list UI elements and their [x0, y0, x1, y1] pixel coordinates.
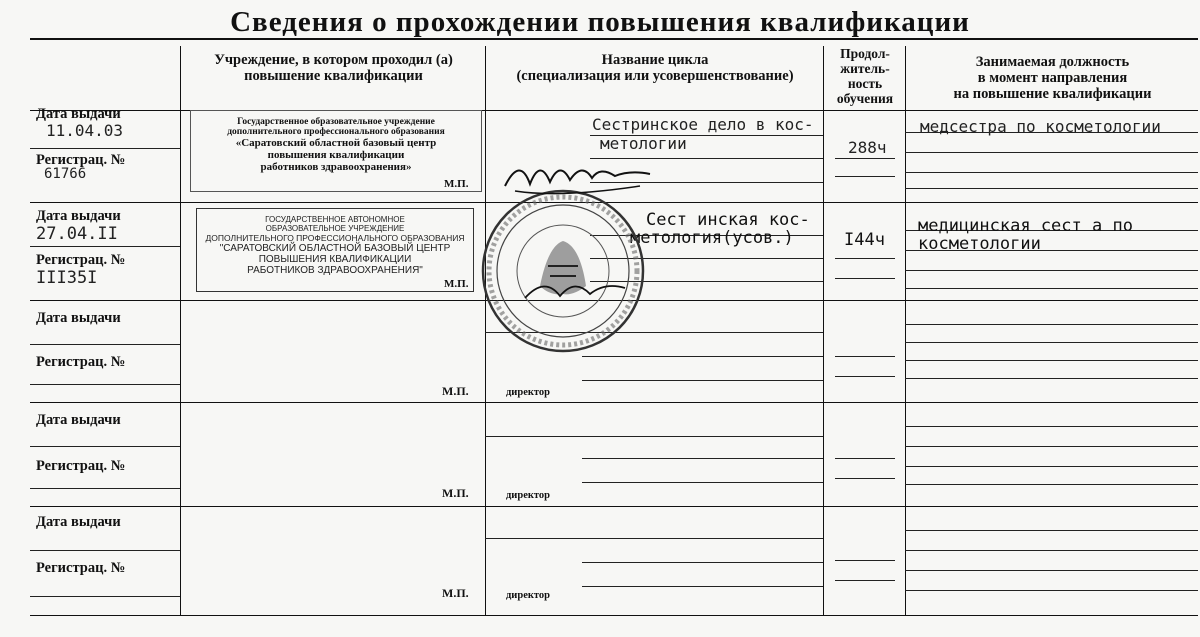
col-divider-1 [180, 46, 181, 616]
qualification-table [30, 38, 1198, 616]
cycle-line [582, 482, 823, 483]
director-label: директор [506, 490, 551, 501]
label-line [30, 488, 180, 489]
reg-number-label: Регистрац. № [36, 252, 126, 268]
cycle-line [582, 458, 823, 459]
stamp-line: дополнительного профессионального образования [227, 127, 445, 137]
institution-stamp [190, 110, 482, 192]
stamp-line: «Саратовский областной базовый центр [235, 137, 437, 149]
stamp-line: "САРАТОВСКИЙ ОБЛАСТНОЙ БАЗОВЫЙ ЦЕНТР [219, 243, 451, 254]
issue-date-label: Дата выдачи [36, 310, 121, 326]
reg-number-value: III35I [36, 268, 98, 288]
cycle-name-line2: метология(усов.) [630, 228, 794, 248]
duration-line [835, 458, 895, 459]
position-line [905, 484, 1198, 485]
duration-line [835, 356, 895, 357]
position-value-line1: медицинская сест а по [918, 216, 1133, 236]
stamp-line: ОБРАЗОВАТЕЛЬНОЕ УЧРЕЖДЕНИЕ [265, 224, 405, 233]
position-line [905, 270, 1198, 271]
cycle-name-line2: метологии [600, 134, 687, 153]
label-line [30, 384, 180, 385]
position-line [905, 152, 1198, 153]
seal-place-label: М.П. [444, 278, 469, 290]
duration-line [835, 580, 895, 581]
issue-date-label: Дата выдачи [36, 412, 121, 428]
director-label: директор [506, 590, 551, 601]
duration-line [835, 478, 895, 479]
cycle-line [485, 436, 823, 437]
label-line [30, 148, 180, 149]
seal-place-label: М.П. [442, 384, 469, 398]
position-value-line1: медсестра по косметологии [920, 117, 1161, 136]
label-line [30, 246, 180, 247]
institution-stamp [196, 208, 474, 292]
label-line [30, 550, 180, 551]
cycle-line [582, 562, 823, 563]
header-cycle: Название цикла (специализация или усовершенствование) [516, 52, 794, 84]
position-line [905, 446, 1198, 447]
reg-number-label: Регистрац. № [36, 152, 126, 168]
cycle-line [582, 380, 823, 381]
label-line [30, 446, 180, 447]
cycle-line [582, 586, 823, 587]
duration-value: I44ч [844, 230, 885, 250]
stamp-line: работников здравоохранения» [260, 161, 412, 173]
page-title: Сведения о прохождении повышения квалификации [230, 6, 970, 38]
position-line [905, 378, 1198, 379]
seal-place-label: М.П. [444, 178, 469, 190]
position-line [905, 324, 1198, 325]
duration-line [835, 258, 895, 259]
reg-number-value: 61766 [44, 166, 87, 182]
seal-place-label: М.П. [442, 486, 469, 500]
stamp-line: Государственное образовательное учреждение [237, 117, 435, 127]
seal-place-label: М.П. [442, 586, 469, 600]
row-separator-4 [30, 506, 1198, 507]
position-line [905, 360, 1198, 361]
cycle-line [582, 356, 823, 357]
position-line [905, 426, 1198, 427]
label-line [30, 596, 180, 597]
director-signature [520, 268, 630, 308]
stamp-line: ДОПОЛНИТЕЛЬНОГО ПРОФЕССИОНАЛЬНОГО ОБРАЗОВАНИЯ [205, 233, 465, 243]
director-signature [500, 146, 660, 206]
header-duration: Продол- житель- ность обучения [836, 46, 894, 106]
position-line [905, 342, 1198, 343]
position-line [905, 466, 1198, 467]
reg-number-label: Регистрац. № [36, 560, 126, 576]
stamp-line: повышения квалификации [267, 149, 405, 161]
duration-value: 288ч [848, 138, 887, 157]
position-line [905, 570, 1198, 571]
position-line [905, 550, 1198, 551]
duration-line [835, 376, 895, 377]
cycle-line [485, 538, 823, 539]
reg-number-label: Регистрац. № [36, 458, 126, 474]
header-institution: Учреждение, в котором проходил (а) повышение квалификации [214, 52, 453, 84]
header-position: Занимаемая должность в момент направления на повышение квалификации [953, 54, 1152, 102]
table-bottom-border [30, 615, 1198, 616]
position-line [905, 530, 1198, 531]
table-top-border [30, 38, 1198, 40]
position-line [905, 188, 1198, 189]
label-line [30, 344, 180, 345]
duration-line [835, 158, 895, 159]
position-line [905, 288, 1198, 289]
position-line [905, 590, 1198, 591]
duration-line [835, 278, 895, 279]
duration-line [835, 560, 895, 561]
stamp-line: ПОВЫШЕНИЯ КВАЛИФИКАЦИИ [258, 254, 412, 265]
stamp-line: ГОСУДАРСТВЕННОЕ АВТОНОМНОЕ [265, 215, 405, 224]
cycle-name-line1: Сест инская кос- [646, 210, 810, 230]
col-divider-3 [823, 46, 824, 616]
row-separator-3 [30, 402, 1198, 403]
duration-line [835, 176, 895, 177]
stamp-line: РАБОТНИКОВ ЗДРАВООХРАНЕНИЯ" [247, 265, 423, 276]
issue-date-label: Дата выдачи [36, 208, 121, 224]
issue-date-value: 27.04.II [36, 224, 118, 244]
position-line [905, 172, 1198, 173]
issue-date-label: Дата выдачи [36, 514, 121, 530]
cycle-name-line1: Сестринское дело в кос- [592, 115, 814, 134]
reg-number-label: Регистрац. № [36, 354, 126, 370]
director-label: директор [506, 387, 551, 398]
issue-date-value: 11.04.03 [46, 121, 124, 140]
issue-date-label: Дата выдачи [36, 106, 121, 122]
position-value-line2: косметологии [918, 234, 1041, 254]
